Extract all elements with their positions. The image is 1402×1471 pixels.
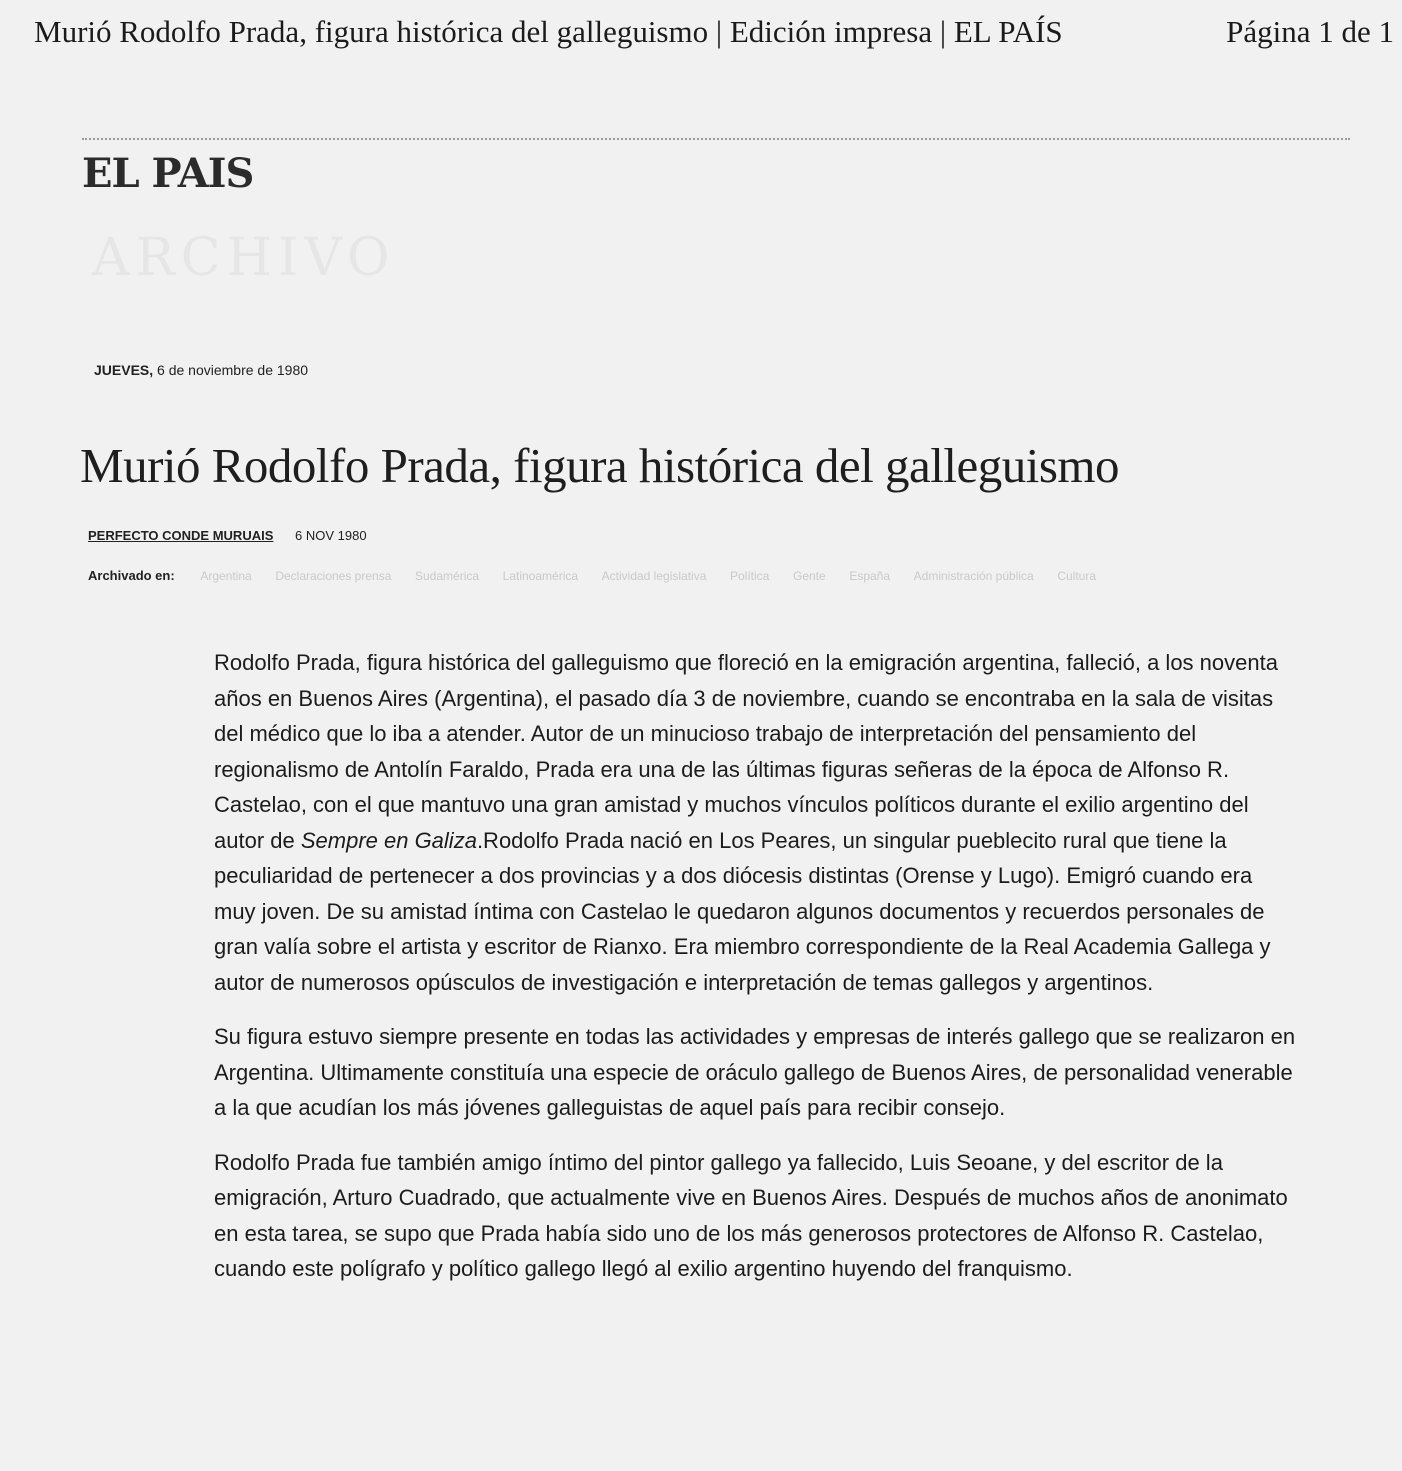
article-paragraph-2: Su figura estuvo siempre presente en todas las actividades y empresas de interés gallego que se realizaron en Argentina. Ultimamente constituía una especie de oráculo gallego de Buenos Aires, de personalidad venerable a la que acudían los más jóvenes galleguistas de aquel país para recibir consejo. — [214, 1024, 1296, 1120]
article-paragraph-1 — [214, 645, 1299, 1000]
edition-date-text: 6 de noviembre de 1980 — [153, 362, 309, 378]
print-header-title: Murió Rodolfo Prada, figura histórica del galleguismo | Edición impresa | EL PAÍS — [34, 14, 1063, 49]
archive-tag[interactable]: Política — [730, 569, 770, 583]
print-header-page-number: Página 1 de 1 — [1226, 14, 1394, 49]
archive-tag[interactable]: España — [849, 569, 891, 583]
archive-tag[interactable]: Declaraciones prensa — [275, 569, 392, 583]
article-headline: Murió Rodolfo Prada, figura histórica del galleguismo — [80, 438, 1120, 493]
byline — [88, 528, 367, 543]
edition-date — [94, 362, 308, 378]
el-pais-logo: EL PAIS — [82, 150, 254, 197]
archived-in-label: Archivado en: — [88, 568, 175, 583]
archive-tag[interactable]: Argentina — [200, 569, 252, 583]
archive-tag[interactable]: Sudamérica — [415, 569, 480, 583]
book-title: Sempre en Galiza — [300, 827, 477, 853]
print-header — [34, 14, 1394, 58]
archive-tag[interactable]: Gente — [792, 569, 826, 583]
article-paragraph-3: Rodolfo Prada fue también amigo íntimo del pintor gallego ya fallecido, Luis Seoane, y del escritor de la emigración, Arturo Cuadrado, que actualmente vive en Buenos Aires. Después de muchos años de anonimato en esta tarea, se supo que Prada había sido uno de los más generosos protectores de Alfonso R. Castelao, cuando este polígrafo y político gallego llegó al exilio argentino huyendo del franquismo. — [214, 1149, 1288, 1281]
archive-tag[interactable]: Cultura — [1057, 569, 1097, 583]
archive-tag[interactable]: Administración pública — [913, 569, 1034, 583]
publication-date: 6 NOV 1980 — [295, 528, 367, 543]
archive-tag[interactable]: Actividad legislativa — [601, 569, 707, 583]
paragraph-1-text-b: .Rodolfo Prada nació en Los Peares, un singular pueblecito rural que tiene la peculiaridad de pertenecer a dos provincias y a dos diócesis distintas (Orense y Lugo). Emigró cuando era muy joven. De su amistad íntima con Castelao le quedaron algunos documentos y recuerdos personales de gran valía sobre el artista y escritor de Rianxo. Era miembro correspondiente de la Real Academia Gallega y autor de numerosos opúsculos de investigación e interpretación de temas gallegos y argentinos. — [214, 827, 1271, 995]
archive-section-ghost: ARCHIVO — [92, 228, 396, 288]
author-link[interactable]: PERFECTO CONDE MURUAIS — [88, 528, 274, 543]
masthead-divider — [82, 138, 1350, 140]
archived-in — [88, 562, 1338, 590]
article-body — [214, 645, 1299, 1306]
edition-weekday: JUEVES, — [94, 362, 154, 378]
paragraph-1-text-a: Rodolfo Prada, figura histórica del galleguismo que floreció en la emigración argentina, falleció, a los noventa años en Buenos Aires (Argentina), el pasado día 3 de noviembre, cuando se encontraba en la sala de visitas del médico que lo iba a atender. Autor de un minucioso trabajo de interpretación del pensamiento del regionalismo de Antolín Faraldo, Prada era una de las últimas figuras señeras de la época de Alfonso R. Castelao, con el que mantuvo una gran amistad y muchos vínculos políticos durante el exilio argentino del autor de — [214, 650, 1278, 853]
archive-tag[interactable]: Latinoamérica — [502, 569, 579, 583]
